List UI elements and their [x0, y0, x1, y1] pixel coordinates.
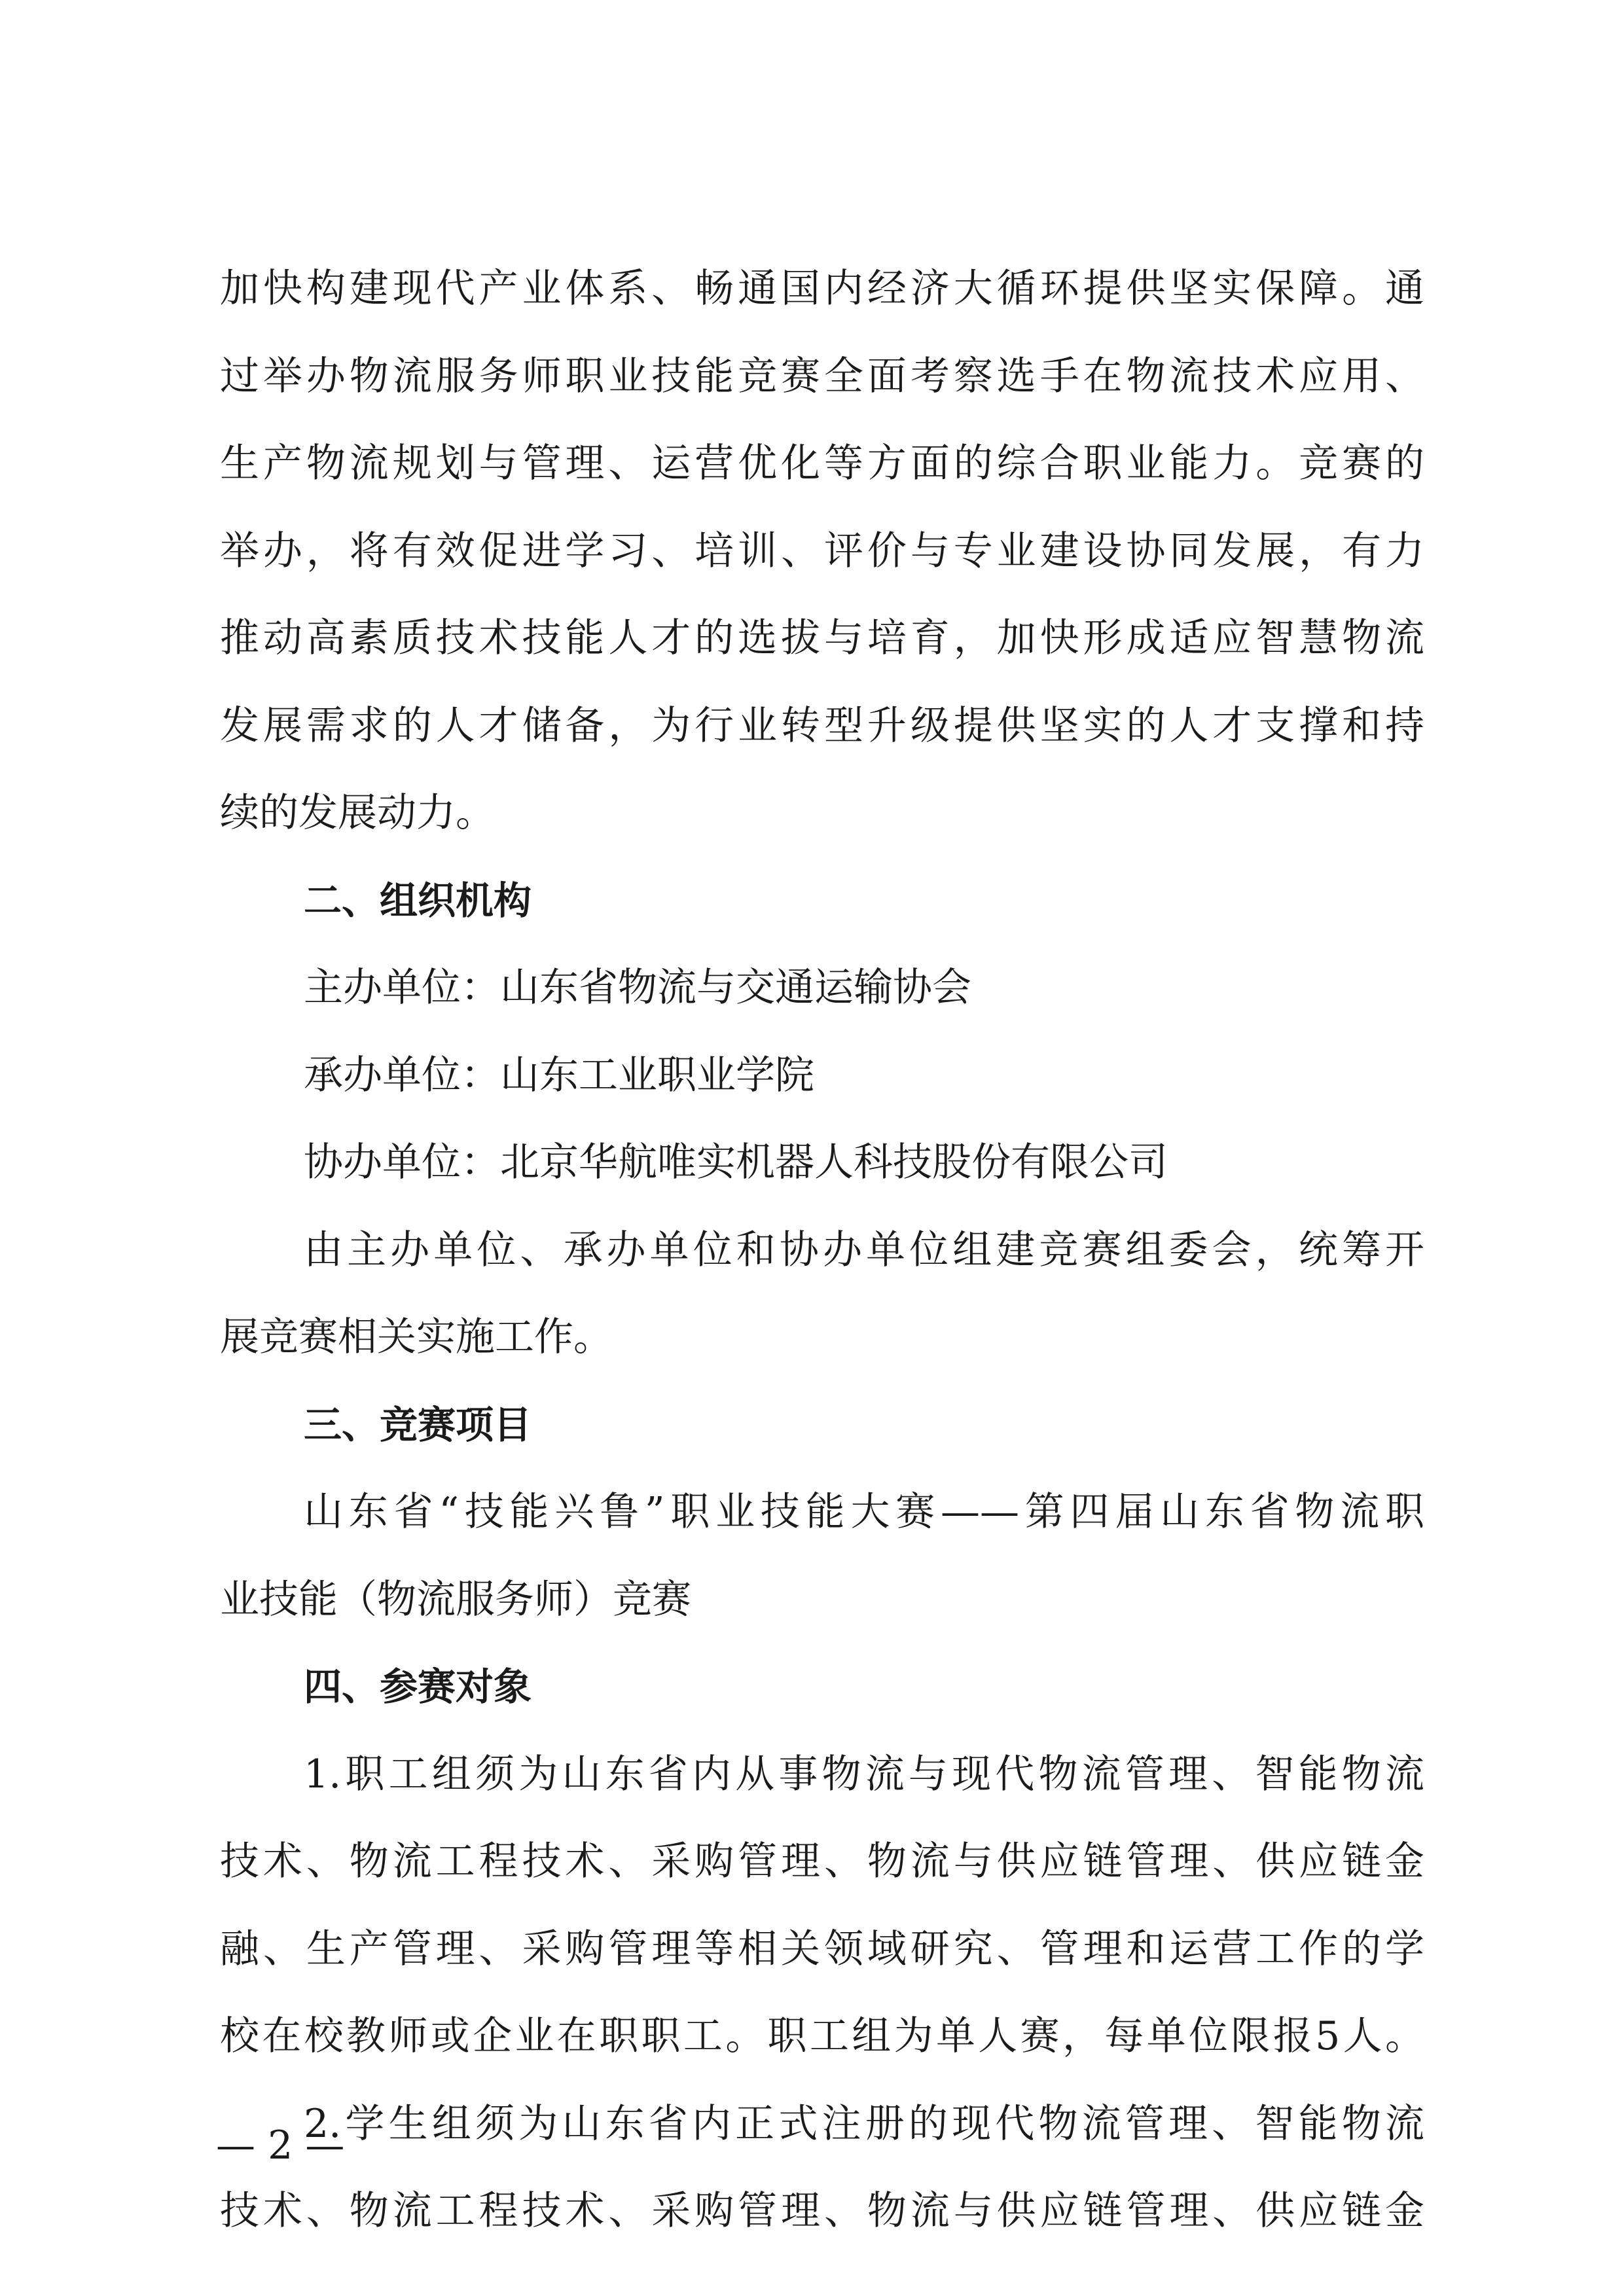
- paragraph-line: 举办，将有效促进学习、培训、评价与专业建设协同发展，有力: [220, 528, 1424, 574]
- paragraph-line: 山东省“技能兴鲁”职业技能大赛——第四届山东省物流职: [304, 1489, 1424, 1535]
- paragraph-line: 融、生产管理、采购管理等相关领域研究、管理和运营工作的学: [220, 1926, 1424, 1972]
- co-organizer-line: 协办单位：北京华航唯实机器人科技股份有限公司: [304, 1139, 1168, 1185]
- paragraph-line: 技术、物流工程技术、采购管理、物流与供应链管理、供应链金: [220, 1839, 1424, 1884]
- section-heading-project: 三、竞赛项目: [304, 1402, 532, 1447]
- paragraph-line: 续的发展动力。: [220, 790, 495, 836]
- undertaker-line: 承办单位：山东工业职业学院: [304, 1052, 814, 1098]
- organizer-line: 主办单位：山东省物流与交通运输协会: [304, 965, 971, 1011]
- paragraph-line: 业技能（物流服务师）竞赛: [220, 1576, 691, 1623]
- paragraph-line: 加快构建现代产业体系、畅通国内经济大循环提供坚实保障。通: [220, 266, 1424, 312]
- paragraph-line: 技术、物流工程技术、采购管理、物流与供应链管理、供应链金: [220, 2188, 1424, 2234]
- paragraph-line: 展竞赛相关实施工作。: [220, 1314, 613, 1360]
- section-heading-participants: 四、参赛对象: [304, 1664, 532, 1709]
- paragraph-line: 1.职工组须为山东省内从事物流与现代物流管理、智能物流: [304, 1751, 1424, 1797]
- section-heading-organization: 二、组织机构: [304, 878, 532, 923]
- document-body: [220, 245, 1424, 2255]
- paragraph-line: 发展需求的人才储备，为行业转型升级提供坚实的人才支撑和持: [220, 702, 1424, 749]
- paragraph-line: 由主办单位、承办单位和协办单位组建竞赛组委会，统筹开: [304, 1227, 1424, 1273]
- paragraph-line: 校在校教师或企业在职职工。职工组为单人赛，每单位限报5人。: [220, 2013, 1424, 2059]
- paragraph-line: 推动高素质技术技能人才的选拔与培育，加快形成适应智慧物流: [220, 615, 1424, 661]
- page-number: — 2 —: [216, 2123, 345, 2168]
- paragraph-line: 过举办物流服务师职业技能竞赛全面考察选手在物流技术应用、: [220, 353, 1424, 399]
- paragraph-line: 生产物流规划与管理、运营优化等方面的综合职业能力。竞赛的: [220, 440, 1424, 486]
- paragraph-line: 2.学生组须为山东省内正式注册的现代物流管理、智能物流: [304, 2100, 1424, 2147]
